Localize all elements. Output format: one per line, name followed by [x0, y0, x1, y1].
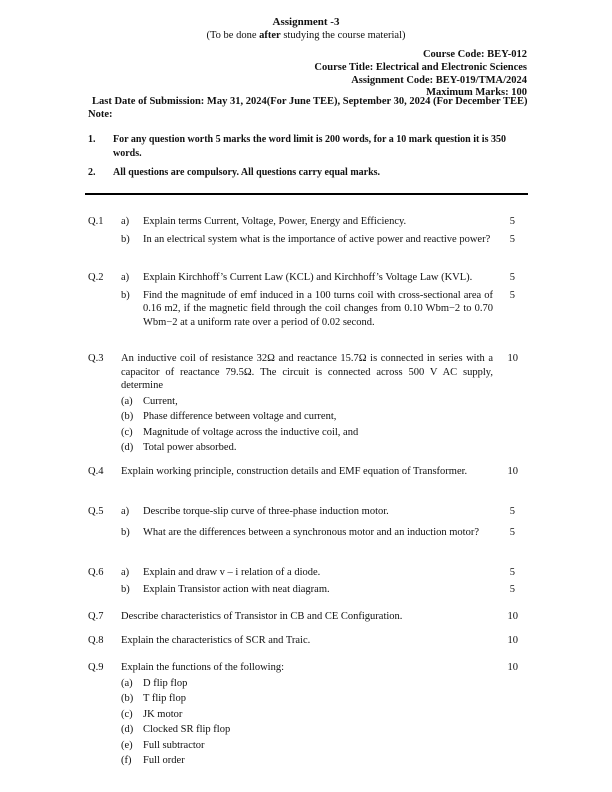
- question-part: [88, 233, 528, 247]
- part-label: b): [121, 583, 130, 595]
- question-marks: 10: [507, 635, 518, 646]
- part-text: Find the magnitude of emf induced in a 100 turns coil with cross-sectional area of 0.16 m2, if the magnetic field through the coil changes from 0.10 Wbm−2 to 0.70 Wbm−2 at a uniform rate over a period of 0.02 second.: [143, 289, 493, 328]
- instruction-number: 2.: [88, 167, 96, 178]
- part-marks: 5: [509, 526, 515, 538]
- option-text: D flip flop: [143, 677, 188, 689]
- option-label: (d): [121, 724, 134, 735]
- question-marks: 10: [507, 662, 518, 673]
- part-text: Explain terms Current, Voltage, Power, Energy and Efficiency.: [143, 216, 407, 227]
- question-number: Q.9: [88, 662, 104, 673]
- option-text: T flip flop: [143, 693, 186, 704]
- question-text: Explain the characteristics of SCR and Traic.: [121, 635, 311, 646]
- part-marks: 5: [509, 506, 515, 517]
- part-text: Explain Kirchhoff’s Current Law (KCL) and Kirchhoff’s Voltage Law (KVL).: [143, 272, 473, 283]
- question-part: [88, 505, 528, 519]
- option-label: (c): [121, 426, 133, 438]
- option-item: [121, 395, 528, 409]
- part-marks: 5: [509, 233, 515, 245]
- question-6: [88, 566, 528, 596]
- option-label: (d): [121, 442, 134, 453]
- assignment-code: Assignment Code: BEY-019/TMA/2024: [351, 75, 527, 86]
- part-text: Describe torque-slip curve of three-phase induction motor.: [143, 506, 389, 517]
- assignment-title: Assignment -3: [272, 16, 340, 28]
- option-text: Clocked SR flip flop: [143, 724, 231, 735]
- option-label: (b): [121, 693, 134, 704]
- option-label: (a): [121, 677, 133, 689]
- subtitle-bold: after: [259, 30, 281, 41]
- instruction-item: [88, 133, 528, 160]
- option-label: (a): [121, 395, 133, 407]
- part-marks: 5: [509, 216, 515, 227]
- question-5: [88, 505, 528, 539]
- part-marks: 5: [509, 583, 515, 595]
- subtitle-pre: (To be done: [206, 30, 260, 41]
- option-text: Magnitude of voltage across the inductive coil, and: [143, 426, 359, 438]
- option-text: Current,: [143, 395, 178, 407]
- option-text: Full order: [143, 755, 185, 766]
- question-part: [88, 271, 528, 285]
- assignment-subtitle: [0, 30, 612, 41]
- instruction-text: All questions are compulsory. All questions carry equal marks.: [113, 167, 381, 178]
- part-text: What are the differences between a synchronous motor and an induction motor?: [143, 526, 479, 538]
- course-title: Course Title: Electrical and Electronic Sciences: [314, 62, 527, 73]
- question-2: [88, 271, 528, 329]
- instruction-item: [88, 166, 528, 180]
- option-item: [121, 723, 528, 737]
- question-7: [88, 610, 528, 624]
- question-part: [88, 289, 528, 330]
- instruction-text: For any question worth 5 marks the word limit is 200 words, for a 10 mark question it is 350 words.: [113, 134, 506, 159]
- option-item: [121, 410, 528, 424]
- question-marks: 10: [507, 466, 518, 477]
- part-text: Explain Transistor action with neat diagram.: [143, 583, 330, 595]
- question-part: [88, 583, 528, 597]
- instruction-number: 1.: [88, 134, 96, 145]
- part-label: a): [121, 272, 130, 283]
- question-4: [88, 465, 528, 479]
- part-label: a): [121, 506, 130, 517]
- question-marks: 10: [507, 353, 518, 364]
- question-number: Q.3: [88, 353, 104, 364]
- question-text: An inductive coil of resistance 32Ω and reactance 15.7Ω is connected in series with a capacitor of reactance 79.5Ω. The circuit is connected across 500 V AC supply, determine: [121, 353, 493, 391]
- option-label: (c): [121, 708, 133, 720]
- part-marks: 5: [509, 567, 515, 578]
- course-code: Course Code: BEY-012: [422, 49, 527, 60]
- option-item: [121, 708, 528, 722]
- option-item: [121, 754, 528, 768]
- option-item: [121, 677, 528, 691]
- question-8: [88, 634, 528, 648]
- question-marks: 10: [507, 611, 518, 622]
- question-number: Q.6: [88, 567, 104, 578]
- question-1: [88, 215, 528, 246]
- question-3: [88, 352, 528, 455]
- option-text: Phase difference between voltage and current,: [143, 411, 337, 422]
- option-item: [121, 426, 528, 440]
- option-text: Full subtractor: [143, 739, 205, 751]
- option-label: (b): [121, 411, 134, 422]
- question-part: [88, 526, 528, 540]
- question-text: Explain the functions of the following:: [121, 662, 285, 673]
- part-marks: 5: [509, 272, 515, 283]
- part-label: a): [121, 216, 130, 227]
- option-item: [121, 739, 528, 753]
- option-label: (e): [121, 739, 133, 751]
- option-text: Total power absorbed.: [143, 442, 237, 453]
- part-text: Explain and draw v – i relation of a diode.: [143, 567, 321, 578]
- part-label: b): [121, 233, 130, 245]
- question-9: [88, 661, 528, 768]
- part-marks: 5: [509, 289, 515, 301]
- question-text: Explain working principle, construction details and EMF equation of Transformer.: [121, 466, 468, 477]
- last-date-of-submission: Last Date of Submission: May 31, 2024(For June TEE), September 30, 2024 (For December TEE): [92, 96, 528, 107]
- option-label: (f): [121, 755, 132, 766]
- part-label: a): [121, 567, 130, 578]
- question-number: Q.2: [88, 272, 104, 283]
- question-number: Q.7: [88, 611, 104, 622]
- maximum-marks: Maximum Marks: 100: [426, 87, 527, 98]
- question-part: [88, 566, 528, 580]
- option-item: [121, 692, 528, 706]
- question-part: [88, 215, 528, 229]
- part-text: In an electrical system what is the importance of active power and reactive power?: [143, 233, 491, 245]
- option-text: JK motor: [143, 708, 183, 720]
- subtitle-post: studying the course material): [280, 30, 406, 41]
- part-label: b): [121, 289, 130, 301]
- question-number: Q.1: [88, 216, 104, 227]
- section-divider: [85, 193, 528, 195]
- question-number: Q.4: [88, 466, 104, 477]
- part-label: b): [121, 526, 130, 538]
- question-number: Q.5: [88, 506, 104, 517]
- question-text: Describe characteristics of Transistor in CB and CE Configuration.: [121, 611, 403, 622]
- note-label: Note:: [88, 109, 113, 120]
- option-item: [121, 441, 528, 455]
- question-number: Q.8: [88, 635, 104, 646]
